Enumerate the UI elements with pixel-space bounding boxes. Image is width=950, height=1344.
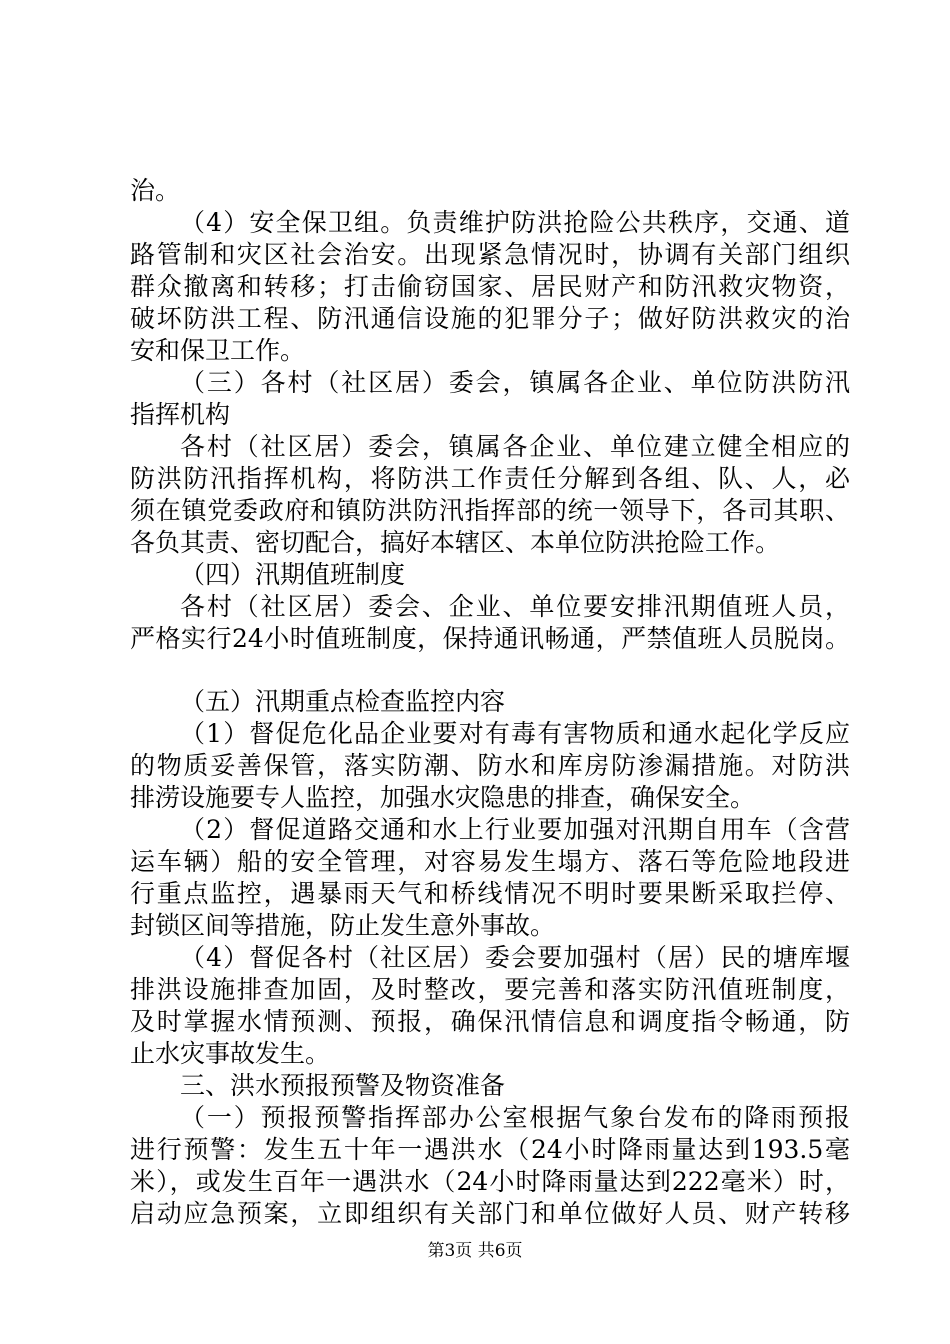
text-line: （三）各村（社区居）委会，镇属各企业、单位防洪防汛 (180, 368, 850, 397)
text-line: 严格实行24小时值班制度，保持通讯畅通，严禁值班人员脱岗。 (130, 624, 850, 653)
text-line: （一）预报预警指挥部办公室根据气象台发布的降雨预报 (180, 1103, 850, 1132)
text-line: 防洪防汛指挥机构，将防洪工作责任分解到各组、队、人，必 (130, 464, 850, 493)
section-heading: 三、洪水预报预警及物资准备 (180, 1071, 506, 1100)
text-line: 破坏防洪工程、防汛通信设施的犯罪分子；做好防洪救灾的治 (130, 304, 850, 333)
text-line: 启动应急预案，立即组织有关部门和单位做好人员、财产转移 (130, 1199, 850, 1228)
text-line: （四）汛期值班制度 (180, 560, 406, 589)
text-line: （1）督促危化品企业要对有毒有害物质和通水起化学反应 (180, 719, 850, 748)
text-line: 排涝设施要专人监控，加强水灾隐患的排查，确保安全。 (130, 783, 756, 812)
text-line: 指挥机构 (130, 400, 231, 429)
text-line: 排洪设施排查加固，及时整改，要完善和落实防汛值班制度， (130, 975, 850, 1004)
text-line: 及时掌握水情预测、预报，确保汛情信息和调度指令畅通，防 (130, 1007, 850, 1036)
text-line: 运车辆）船的安全管理，对容易发生塌方、落石等危险地段进 (130, 847, 850, 876)
text-line: 止水灾事故发生。 (130, 1039, 331, 1068)
text-line: （五）汛期重点检查监控内容 (180, 687, 506, 716)
text-line: （4）督促各村（社区居）委会要加强村（居）民的塘库堰 (180, 943, 850, 972)
text-line: （4）安全保卫组。负责维护防洪抢险公共秩序，交通、道 (180, 208, 850, 237)
text-line: 进行预警：发生五十年一遇洪水（24小时降雨量达到193.5毫 (130, 1135, 850, 1164)
text-line: 的物质妥善保管，落实防潮、防水和库房防渗漏措施。对防洪 (130, 751, 850, 780)
text-line: 米），或发生百年一遇洪水（24小时降雨量达到222毫米）时， (130, 1167, 850, 1196)
text-line: （2）督促道路交通和水上行业要加强对汛期自用车（含营 (180, 815, 850, 844)
text-line: 各村（社区居）委会，镇属各企业、单位建立健全相应的 (180, 432, 850, 461)
text-line: 各村（社区居）委会、企业、单位要安排汛期值班人员， (180, 592, 850, 621)
text-line: 安和保卫工作。 (130, 336, 306, 365)
text-line: 须在镇党委政府和镇防洪防汛指挥部的统一领导下，各司其职、 (130, 496, 850, 525)
text-line: 治。 (130, 176, 181, 205)
text-line: 各负其责、密切配合，搞好本辖区、本单位防洪抢险工作。 (130, 528, 781, 557)
text-line: 路管制和灾区社会治安。出现紧急情况时，协调有关部门组织 (130, 240, 850, 269)
text-line: 行重点监控，遇暴雨天气和桥线情况不明时要果断采取拦停、 (130, 879, 850, 908)
text-line: 封锁区间等措施，防止发生意外事故。 (130, 911, 556, 940)
text-line: 群众撤离和转移；打击偷窃国家、居民财产和防汛救灾物资， (130, 272, 850, 301)
page-number-footer: 第3页 共6页 (427, 1241, 523, 1261)
